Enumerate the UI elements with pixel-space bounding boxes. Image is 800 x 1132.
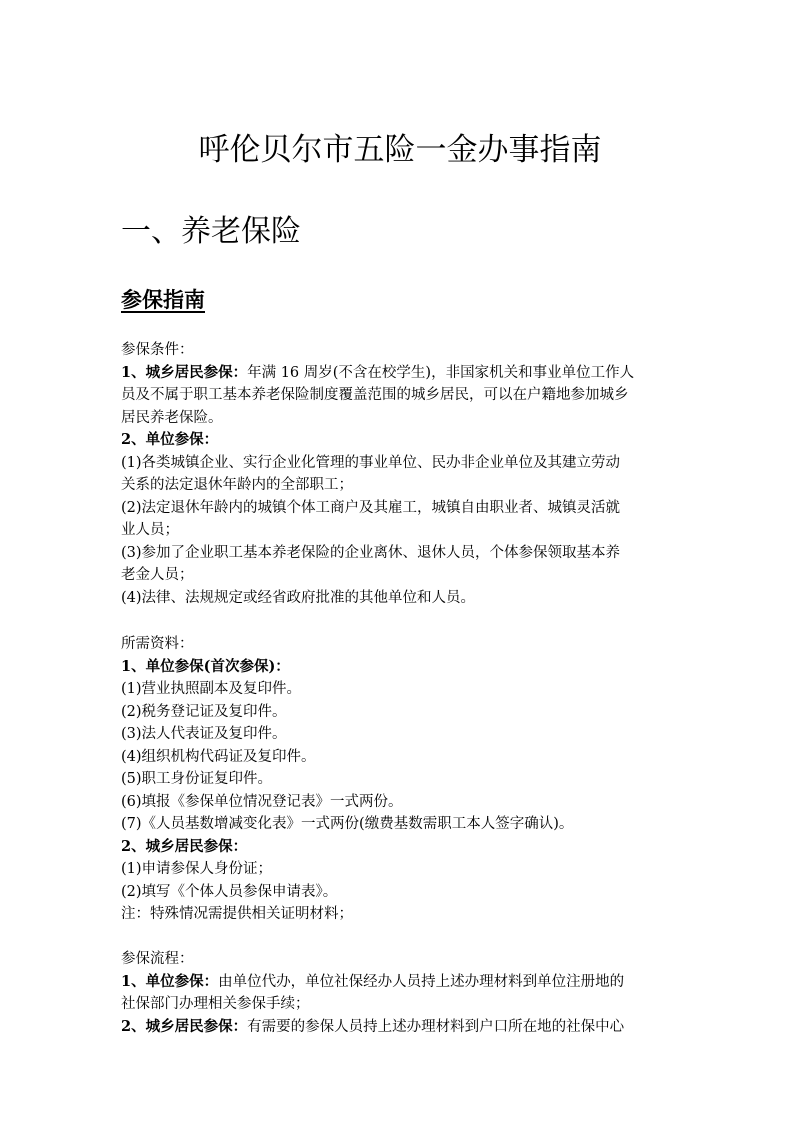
condition-item-2-sub-3-line-2: 老金人员； (121, 567, 194, 583)
condition-item-1-number: 1、城乡居民参保： (121, 363, 248, 381)
materials-item-1-sub-3: (3)法人代表证及复印件。 (121, 726, 287, 742)
condition-item-2-sub-1-line-2: 关系的法定退休年龄内的全部职工； (121, 477, 353, 493)
materials-item-1-sub-1: (1)营业执照副本及复印件。 (121, 681, 302, 697)
document-title: 呼伦贝尔市五险一金办事指南 (198, 132, 602, 168)
process-item-2-text: 有需要的参保人员持上述办理材料到户口所在地的社保中心 (247, 1018, 625, 1035)
condition-item-2-sub-2-line-1: (2)法定退休年龄内的城镇个体工商户及其雇工，城镇自由职业者、城镇灵活就 (121, 499, 621, 516)
process-item-1-line-2: 社保部门办理相关参保手续； (121, 996, 310, 1012)
process-label: 参保流程： (121, 951, 194, 967)
materials-item-1-number: 1、单位参保(首次参保)： (121, 657, 290, 675)
condition-item-1-text: 年满 16 周岁(不含在校学生)，非国家机关和事业单位工作人 (247, 364, 635, 381)
materials-item-1-sub-5: (5)职工身份证复印件。 (121, 771, 273, 787)
condition-item-1-line-2: 员及不属于职工基本养老保险制度覆盖范围的城乡居民，可以在户籍地参加城乡 (121, 387, 629, 403)
process-block (121, 948, 691, 1038)
section-heading-pension: 一、养老保险 (121, 214, 301, 249)
process-item-1-text: 由单位代办，单位社保经办人员持上述办理材料到单位注册地的 (218, 973, 625, 990)
materials-item-1-sub-6: (6)填报《参保单位情况登记表》一式两份。 (121, 793, 403, 810)
conditions-block (121, 339, 691, 609)
materials-item-2-sub-2: (2)填写《个体人员参保申请表》。 (121, 883, 338, 900)
materials-block (121, 633, 691, 926)
materials-item-2-sub-1: (1)申请参保人身份证； (121, 861, 273, 877)
conditions-label: 参保条件： (121, 342, 194, 358)
condition-item-1-line-1 (121, 362, 691, 385)
process-item-1-line-1 (121, 971, 691, 994)
materials-label: 所需资料： (121, 636, 194, 652)
condition-item-2-sub-2-line-2: 业人员； (121, 522, 179, 538)
condition-item-2-sub-4: (4)法律、法规规定或经省政府批准的其他单位和人员。 (121, 589, 476, 606)
materials-item-1-sub-4: (4)组织机构代码证及复印件。 (121, 748, 316, 765)
condition-item-1-line-3: 居民养老保险。 (121, 409, 223, 426)
process-item-2-number: 2、城乡居民参保： (121, 1017, 248, 1035)
subheading-enrollment-guide: 参保指南 (121, 288, 205, 312)
condition-item-2-sub-1-line-1: (1)各类城镇企业、实行企业化管理的事业单位、民办非企业单位及其建立劳动 (121, 454, 621, 471)
materials-item-2-number: 2、城乡居民参保： (121, 837, 248, 855)
condition-item-2-sub-3-line-1: (3)参加了企业职工基本养老保险的企业离休、退休人员，个体参保领取基本养 (121, 544, 621, 561)
condition-item-2-number: 2、单位参保： (121, 431, 219, 448)
materials-item-1-sub-2: (2)税务登记证及复印件。 (121, 703, 287, 720)
process-item-1-number: 1、单位参保： (121, 972, 219, 990)
process-item-2-line-1 (121, 1016, 691, 1039)
materials-item-1-sub-7: (7)《人员基数增减变化表》一式两份(缴费基数需职工本人签字确认)。 (121, 816, 574, 832)
materials-note: 注：特殊情况需提供相关证明材料； (121, 906, 353, 922)
